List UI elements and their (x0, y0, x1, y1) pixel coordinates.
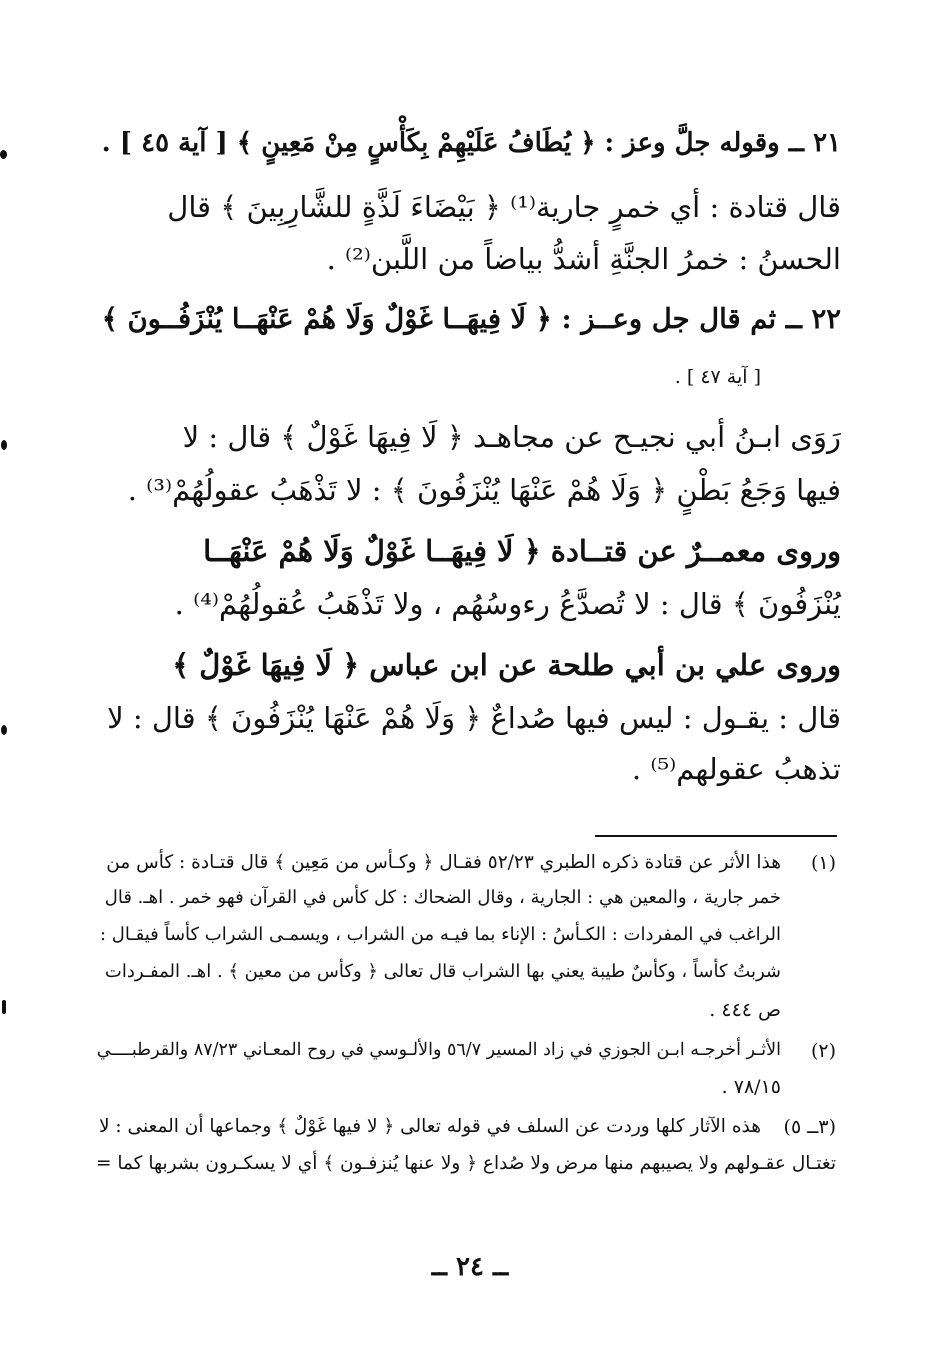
binding-mark (1, 440, 7, 450)
footnote-line: خمر جارية ، والمعين هي : الجارية ، وقال الضحاك : كل كأس في القرآن فهو خمر . اهـ. قال (104, 887, 781, 908)
page-number: ــ ٢٤ ــ (431, 1252, 509, 1282)
entry-22-line: وروى علي بن أبي طلحة عن ابن عباس ﴿ لَا فِيهَا غَوْلٌ ﴾ (172, 648, 841, 682)
entry-22-line: وروى معمــرٌ عن قتــادة ﴿ لَا فِيهَــا غَوْلٌ وَلَا هُمْ عَنْهَــا (203, 534, 841, 568)
footnote-separator (595, 835, 837, 837)
entry-22-line: ٢٢ ــ ثم قال جل وعــز : ﴿ لَا فِيهَــا غَوْلٌ وَلَا هُمْ عَنْهَــا يُنْزَفُــونَ ﴾ (101, 303, 841, 335)
entry-22-line: رَوَى ابـنُ أبي نجيـح عن مجاهـد ﴿ لَا فِيهَا غَوْلٌ ﴾ قال : لا (182, 420, 841, 454)
entry-22-line: يُنْزَفُونَ ﴾ قال : لا تُصدَّعُ رءوسُهُم ، ولا تَذْهَبُ عُقولُهُمْ⁽⁴⁾ . (174, 587, 841, 621)
entry-21-line: ٢١ ــ وقوله جلَّ وعز : ﴿ يُطَافُ عَلَيْهِمْ بِكَأْسٍ مِنْ مَعِينٍ ﴾ [ آية ٤٥ ] . (101, 128, 841, 158)
footnote-line: ص ٤٤٤ . (709, 999, 781, 1021)
entry-22-line: فيها وَجَعُ بَطْنٍ ﴿ وَلَا هُمْ عَنْهَا يُنْزَفُونَ ﴾ : لا تَذْهَبُ عقولُهُمْ⁽³⁾ . (127, 473, 841, 507)
verse-reference: [ آية ٤٧ ] . (674, 366, 761, 388)
entry-22-line: قال : يقـول : ليس فيها صُداعٌ ﴿ وَلَا هُمْ عَنْهَا يُنْزَفُونَ ﴾ قال : لا (107, 701, 841, 735)
footnote-number: (٢) (810, 1040, 836, 1062)
entry-21-line: قال قتادة : أي خمرٍ جارية⁽¹⁾ ﴿ بَيْضَاءَ لَذَّةٍ للشَّارِبِينَ ﴾ قال (167, 190, 841, 224)
footnote-line: الأثـر أخرجـه ابـن الجوزي في زاد المسير ٥٦/٧ والألـوسي في روح المعـاني ٨٧/٢٣ والقرطبــــي (96, 1040, 781, 1060)
footnote-line: الراغب في المفردات : الكـأسُ : الإناء بما فيـه من الشراب ، ويسمـى الشراب كأساً فيقـال : (99, 924, 781, 945)
entry-21-line: الحسنُ : خمرُ الجنَّةِ أشدُّ بياضاً من اللَّبن⁽²⁾ . (326, 242, 841, 276)
footnote-number: (٣ــ ٥) (783, 1116, 836, 1138)
binding-mark (2, 1000, 6, 1014)
footnote-line: هذا الأثر عن قتادة ذكره الطبري ٥٢/٢٣ فقـال ﴿ وكـأس من مَعِين ﴾ قال قتـادة : كأس من (106, 852, 781, 873)
entry-22-line: تذهبُ عقولهم⁽⁵⁾ . (631, 752, 841, 786)
footnote-line: شربتُ كأساً ، وكأسٌ طيبة يعني بها الشراب قال تعالى ﴿ وكأس من معين ﴾ . اهـ. المفـردات (104, 961, 781, 982)
footnote-line: ٧٨/١٥ . (721, 1076, 781, 1098)
binding-mark (1, 725, 7, 735)
footnote-line: تغتـال عقـولهم ولا يصيبهم منها مرض ولا صُداع ﴿ ولا عنها يُنزفـون ﴾ أي لا يسكـرون بشربها كما = (95, 1153, 836, 1174)
footnote-number: (١) (810, 852, 836, 874)
binding-mark (0, 150, 7, 159)
footnote-line: هذه الآثار كلها وردت عن السلف في قوله تعالى ﴿ لا فيها غَوْلٌ ﴾ وجماعها أن المعنى : لا (98, 1116, 761, 1137)
